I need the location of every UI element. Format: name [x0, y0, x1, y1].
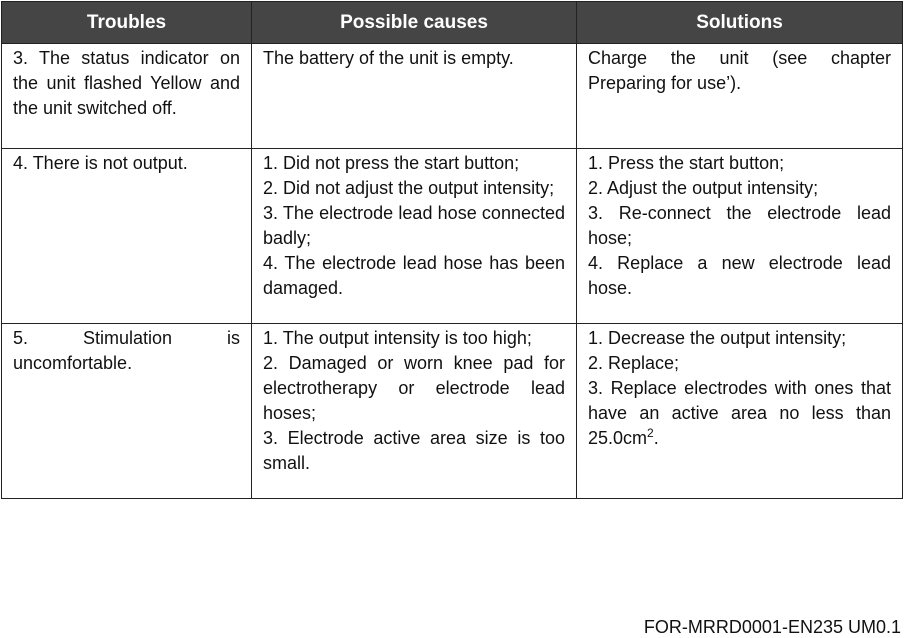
table-header-row [2, 2, 903, 44]
solution-period: . [653, 428, 659, 448]
troubleshooting-table [1, 1, 903, 499]
solution-item: Charge the unit (see chapter Preparing for use’). [588, 48, 891, 93]
header-troubles: Troubles [2, 2, 252, 44]
cause-item: 1. Did not press the start button; [263, 153, 520, 173]
table-row [2, 149, 903, 324]
solution-item: 1. Press the start button; [588, 153, 785, 173]
causes-cell [252, 44, 577, 149]
trouble-cell: 4. There is not output. [2, 149, 252, 324]
cause-item: 2. Damaged or worn knee pad for electrotherapy or electrode lead hoses; [263, 353, 565, 423]
solutions-cell [577, 324, 903, 499]
solution-item: 4. Replace a new electrode lead hose. [588, 253, 891, 298]
superscript-exponent: 2 [647, 426, 654, 440]
solution-item: 2. Adjust the output intensity; [588, 178, 819, 198]
solutions-cell [577, 149, 903, 324]
trouble-cell: 5. Stimulation is uncomfortable. [2, 324, 252, 499]
header-solutions: Solutions [577, 2, 903, 44]
cause-item: 2. Did not adjust the output intensity; [263, 178, 555, 198]
cause-item: 3. Electrode active area size is too small. [263, 428, 565, 473]
solutions-cell [577, 44, 903, 149]
solution-item: 3. Re-connect the electrode lead hose; [588, 203, 891, 248]
solution-item: 1. Decrease the output intensity; [588, 328, 847, 348]
cause-item: 1. The output intensity is too high; [263, 328, 532, 348]
table-row [2, 44, 903, 149]
document-id-footer: FOR-MRRD0001-EN235 UM0.1 [643, 617, 901, 637]
cause-item: 3. The electrode lead hose connected badly; [263, 203, 565, 248]
causes-cell [252, 149, 577, 324]
cause-item: The battery of the unit is empty. [263, 48, 514, 68]
solution-item: 2. Replace; [588, 353, 680, 373]
table-row [2, 324, 903, 499]
trouble-cell: 3. The status indicator on the unit flashed Yellow and the unit switched off. [2, 44, 252, 149]
solution-text: 3. Replace electrodes with ones that have an active area no less than 25.0cm [588, 378, 891, 448]
header-possible-causes: Possible causes [252, 2, 577, 44]
cause-item: 4. The electrode lead hose has been damaged. [263, 253, 565, 298]
causes-cell [252, 324, 577, 499]
solution-item [588, 376, 891, 451]
